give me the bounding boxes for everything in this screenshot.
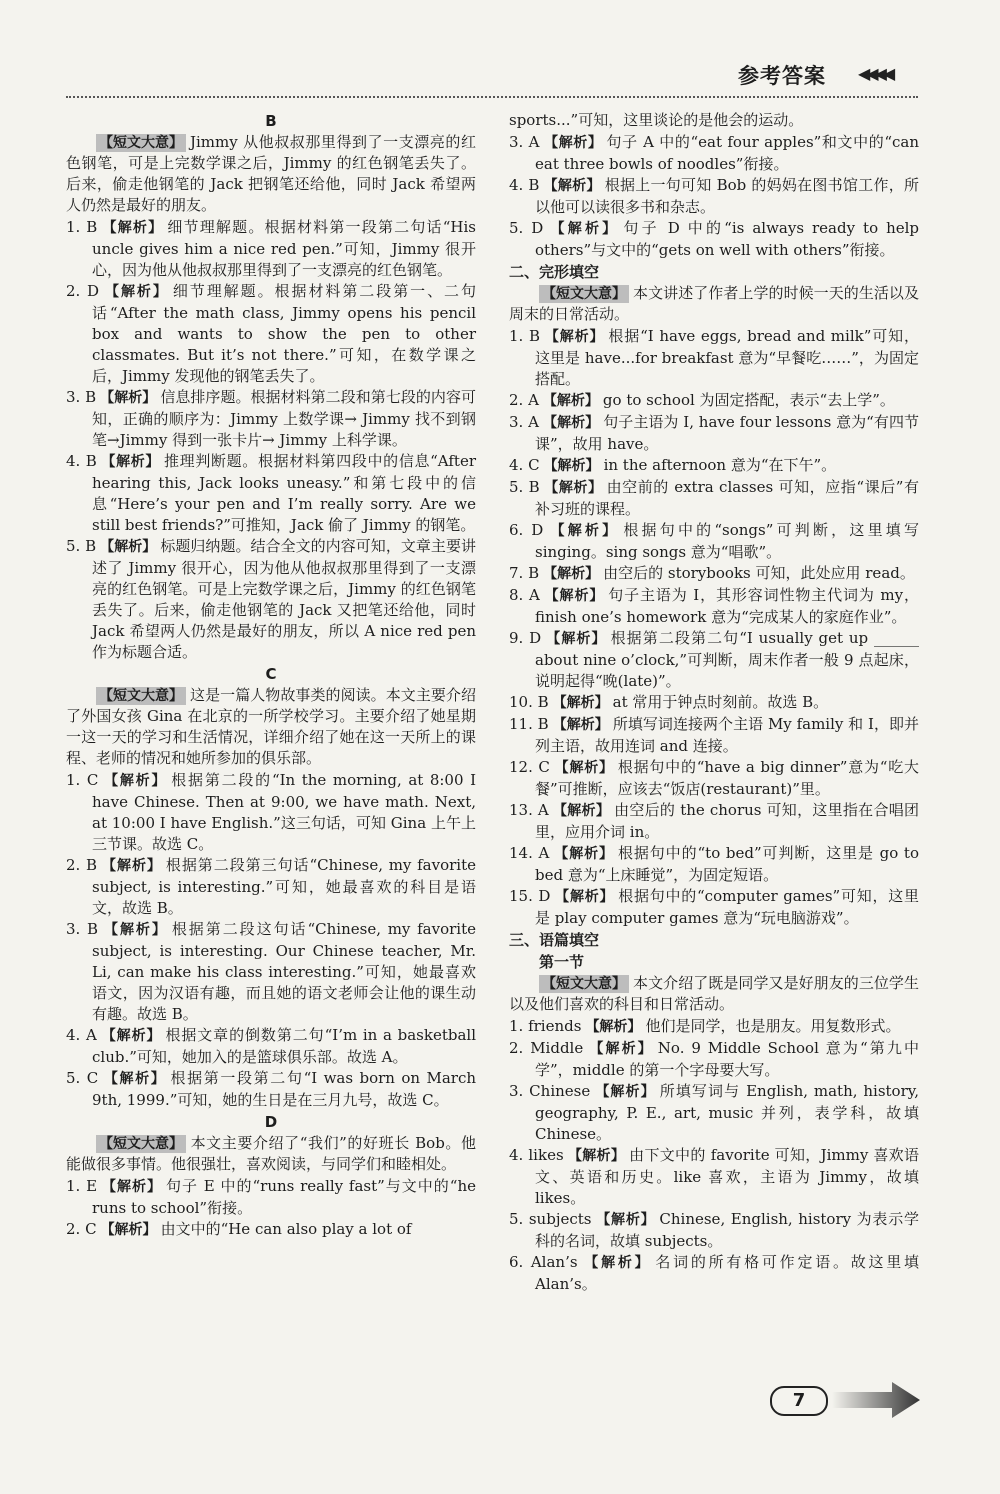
answer-number: 12. C <box>509 758 550 776</box>
answer-item <box>509 412 919 455</box>
answer-item <box>66 536 476 663</box>
answer-number: 13. A <box>509 801 549 819</box>
analysis-tag: 【解析】 <box>100 1222 157 1238</box>
answer-explanation: 推理判断题。根据材料第四段中的信息“After hearing this, Jack looks uneasy.”和第七段中的信息“Here’s your pen and I’m really sorry. Are we still best friends?”可推知，Jack 偷了 Jimmy 的钢笔。 <box>92 452 476 534</box>
answer-number: 2. D <box>66 282 100 300</box>
header-divider <box>66 96 918 98</box>
answer-explanation: 根据文章的倒数第二句“I’m in a basketball club.”可知，她加入的是篮球俱乐部。故选 A。 <box>92 1026 477 1066</box>
analysis-tag: 【解析】 <box>100 454 161 470</box>
answer-explanation: 所填写词与 English, math, history, geography, P. E., art, music 并列，表学科，故填 Chinese。 <box>535 1082 920 1143</box>
analysis-tag: 【解析】 <box>543 458 600 474</box>
part2-heading: 二、完形填空 <box>509 263 600 281</box>
analysis-tag: 【解析】 <box>587 1041 654 1057</box>
answer-item <box>66 770 476 855</box>
answer-item <box>509 390 919 412</box>
answer-explanation: 句子 A 中的“eat four apples”和文中的“can eat three bowls of noodles”衔接。 <box>535 133 919 173</box>
answer-explanation: 根据句中的“to bed”可判断，这里是 go to bed 意为“上床睡觉”，为固定短语。 <box>535 844 919 884</box>
answer-number: 6. D <box>509 521 544 539</box>
answer-explanation: 由下文中的 favorite 可知，Jimmy 喜欢语文、英语和历史。like 喜欢，主语为 Jimmy，故填 likes。 <box>535 1146 919 1207</box>
section-d-letter: D <box>264 1113 278 1131</box>
section-d-items-cont <box>509 132 919 261</box>
answer-explanation: Chinese, English, history 为表示学科的名词，故填 subjects。 <box>535 1210 919 1250</box>
answer-number: 1. B <box>66 218 98 236</box>
analysis-tag: 【解析】 <box>543 329 605 345</box>
answer-number: 3. B <box>66 920 99 938</box>
answer-item <box>509 1038 919 1081</box>
answer-item <box>509 455 919 477</box>
answer-number: 1. E <box>66 1177 98 1195</box>
section-b-items <box>66 217 476 663</box>
answer-item <box>509 1209 919 1252</box>
answer-explanation: 由空前的 extra classes 可知，应指“课后”有补习班的课程。 <box>535 478 920 518</box>
section-b-summary <box>66 132 476 216</box>
analysis-tag: 【解析】 <box>552 803 611 819</box>
answer-item <box>66 855 476 919</box>
answer-item <box>509 132 919 175</box>
section-c-letter: C <box>265 665 277 683</box>
analysis-tag: 【解析】 <box>554 889 615 905</box>
answer-number: 9. D <box>509 629 542 647</box>
answer-explanation: 根据句中的“songs”可判断，这里填写 singing。sing songs 意为“唱歌”。 <box>535 521 919 561</box>
answer-explanation: 句子 D 中的“is always ready to help others”与文中的“gets on well with others”衔接。 <box>535 219 920 259</box>
summary-text: 本文主要介绍了“我们”的好班长 Bob。他能做很多事情。他很强壮，喜欢阅读，与同学们和睦相处。 <box>66 1134 476 1173</box>
answer-number: 15. D <box>509 887 551 905</box>
answer-item <box>66 217 476 281</box>
answer-number: 5. B <box>66 537 97 555</box>
part3-summary <box>509 973 919 1015</box>
section-b-letter: B <box>265 112 277 130</box>
answer-item <box>509 843 919 886</box>
answer-explanation: in the afternoon 意为“在下午”。 <box>603 456 837 474</box>
continuation-text: sports...”可知，这里谈论的是他会的运动。 <box>509 111 804 129</box>
answer-item <box>509 692 919 714</box>
answer-item <box>66 451 476 536</box>
analysis-tag: 【解析】 <box>553 846 614 862</box>
summary-text: Jimmy 从他叔叔那里得到了一支漂亮的红色钢笔，可是上完数学课之后，Jimmy 的红色钢笔丢失了。后来，偷走他钢笔的 Jack 把钢笔还给他，同时 Jack 希望两人仍然是最好的朋友。 <box>66 133 476 214</box>
answer-explanation: 根据句中的“computer games”可知，这里是 play computer games 意为“玩电脑游戏”。 <box>535 887 920 927</box>
analysis-tag: 【解析】 <box>552 695 609 711</box>
part3-items <box>509 1016 919 1295</box>
analysis-tag: 【解析】 <box>101 220 164 236</box>
answer-explanation: 所填写词连接两个主语 My family 和 I，即并列主语，故用连词 and 连接。 <box>535 715 920 755</box>
answer-explanation: 句子主语为 I，其形容词性物主代词为 my，finish one’s homework 意为“完成某人的家庭作业”。 <box>535 586 919 626</box>
analysis-tag: 【解析】 <box>543 480 603 496</box>
section-c-summary <box>66 685 476 769</box>
answer-item <box>66 1025 476 1068</box>
answer-item <box>509 886 919 929</box>
analysis-tag: 【解析】 <box>547 523 620 539</box>
answer-explanation: 根据上一句可知 Bob 的妈妈在图书馆工作，所以他可以读很多书和杂志。 <box>535 176 919 216</box>
answer-explanation: 句子 E 中的“runs really fast”与文中的“he runs to school”衔接。 <box>92 1177 476 1217</box>
answer-explanation: 他们是同学，也是朋友。用复数形式。 <box>645 1017 901 1035</box>
answer-explanation: 由文中的“He can also play a lot of <box>160 1220 412 1238</box>
summary-text: 本文讲述了作者上学的时候一天的生活以及周末的日常活动。 <box>509 284 919 323</box>
answer-explanation: No. 9 Middle School 意为“第九中学”，middle 的第一个字母要大写。 <box>535 1039 919 1079</box>
answer-number: 3. Chinese <box>509 1082 591 1100</box>
answer-item <box>509 1145 919 1209</box>
summary-tag: 【短文大意】 <box>96 134 186 152</box>
analysis-tag: 【解析】 <box>543 588 605 604</box>
answer-explanation: 信息排序题。根据材料第二段和第七段的内容可知，正确的顺序为：Jimmy 上数学课→ Jimmy 找不到钢笔→Jimmy 得到一张卡片→ Jimmy 上科学课。 <box>92 388 476 449</box>
answer-number: 11. B <box>509 715 549 733</box>
answer-explanation: go to school 为固定搭配，表示“去上学”。 <box>602 391 895 409</box>
answer-item <box>509 175 919 218</box>
analysis-tag: 【解析】 <box>102 773 168 789</box>
answer-number: 6. Alan’s <box>509 1253 578 1271</box>
answer-number: 1. friends <box>509 1017 582 1035</box>
answer-item <box>66 919 476 1025</box>
analysis-tag: 【解析】 <box>542 393 599 409</box>
analysis-tag: 【解析】 <box>102 1071 167 1087</box>
answer-number: 4. B <box>509 176 540 194</box>
answer-item <box>509 218 919 261</box>
answer-item <box>509 1081 919 1145</box>
answer-item <box>509 800 919 843</box>
analysis-tag: 【解析】 <box>100 1028 162 1044</box>
analysis-tag: 【解析】 <box>543 178 601 194</box>
answer-number: 2. A <box>509 391 539 409</box>
answer-item <box>66 281 476 387</box>
summary-text: 这是一篇人物故事类的阅读。本文主要介绍了外国女孩 Gina 在北京的一所学校学习。主要介绍了她星期一这一天的学习和生活情况，详细介绍了她在这一天所上的课程、老师的情况和她所参加的俱乐部。 <box>66 686 476 767</box>
answer-number: 3. A <box>509 413 539 431</box>
answer-item <box>66 1219 476 1241</box>
left-column <box>66 110 476 1241</box>
answer-number: 2. B <box>66 856 98 874</box>
analysis-tag: 【解析】 <box>594 1084 656 1100</box>
answer-item <box>509 1016 919 1038</box>
answer-number: 5. D <box>509 219 544 237</box>
section-c-items <box>66 770 476 1111</box>
answer-number: 7. B <box>509 564 540 582</box>
analysis-tag: 【解析】 <box>101 1179 163 1195</box>
answer-explanation: 根据第一段第二句“I was born on March 9th, 1999.”可知，她的生日是在三月九号，故选 C。 <box>92 1069 477 1109</box>
summary-tag: 【短文大意】 <box>539 975 629 993</box>
answer-explanation: 根据句中的“have a big dinner”意为“吃大餐”可推断，应该去“饭店(restaurant)”里。 <box>535 758 920 798</box>
answer-number: 3. A <box>509 133 540 151</box>
answer-explanation: 根据第二段这句话“Chinese, my favorite subject, is interesting. Our Chinese teacher, Mr. Li, can make his class interesting.”可知，她最喜欢语文，因为汉语有趣，而且她的语文老师会让他的课生动有趣。故选 B。 <box>92 920 476 1023</box>
analysis-tag: 【解析】 <box>581 1255 652 1271</box>
answer-item <box>66 387 476 451</box>
answer-number: 4. likes <box>509 1146 564 1164</box>
summary-tag: 【短文大意】 <box>539 285 629 303</box>
summary-text: 本文介绍了既是同学又是好朋友的三位学生以及他们喜欢的科目和日常活动。 <box>509 974 919 1013</box>
answer-explanation: 细节理解题。根据材料第一段第二句话“His uncle gives him a nice red pen.”可知，Jimmy 很开心，因为他从他叔叔那里得到了一支漂亮的红色钢笔。 <box>92 218 477 279</box>
answer-item <box>66 1176 476 1219</box>
answer-explanation: 句子主语为 I, have four lessons 意为“有四节课”，故用 have。 <box>535 413 919 453</box>
answer-number: 1. B <box>509 327 540 345</box>
page-number: 7 <box>770 1386 828 1416</box>
answer-explanation: 由空后的 the chorus 可知，这里指在合唱团里，应用介词 in。 <box>535 801 919 841</box>
summary-tag: 【短文大意】 <box>96 1135 186 1153</box>
answer-item <box>509 585 919 628</box>
answer-item <box>509 563 919 585</box>
right-column <box>509 110 919 1295</box>
answer-item <box>66 1068 476 1111</box>
part3-subheading: 第一节 <box>539 953 585 971</box>
header-title: 参考答案 <box>738 64 826 88</box>
section-d-items <box>66 1176 476 1241</box>
answer-explanation: 标题归纳题。结合全文的内容可知，文章主要讲述了 Jimmy 很开心，因为他从他叔叔那里得到了一支漂亮的红色钢笔。可是上完数学课之后，Jimmy 的红色钢笔丢失了。后来，偷走他钢笔的 Jack 又把笔还给他，同时 Jack 希望两人仍然是最好的朋友，所以 A nice red pen 作为标题合适。 <box>92 537 476 661</box>
answer-explanation: 根据第二段第二句“I usually get up ______ about nine o’clock,”可判断，周末作者一般 9 点起床，说明起得“晚(late)”。 <box>535 629 920 690</box>
answer-explanation: 根据第二段第三句话“Chinese, my favorite subject, is interesting.”可知，她最喜欢的科目是语文，故选 B。 <box>92 856 476 917</box>
analysis-tag: 【解析】 <box>547 221 620 237</box>
answer-number: 4. A <box>66 1026 97 1044</box>
answer-item <box>509 520 919 563</box>
answer-number: 2. C <box>66 1220 97 1238</box>
analysis-tag: 【解析】 <box>100 539 157 555</box>
analysis-tag: 【解析】 <box>543 135 603 151</box>
answer-number: 8. A <box>509 586 540 604</box>
analysis-tag: 【解析】 <box>542 415 600 431</box>
answer-number: 1. C <box>66 771 99 789</box>
answer-number: 5. C <box>66 1069 99 1087</box>
analysis-tag: 【解析】 <box>103 284 169 300</box>
section-d-summary <box>66 1133 476 1175</box>
analysis-tag: 【解析】 <box>545 631 607 647</box>
answer-item <box>509 1252 919 1295</box>
answer-item <box>509 477 919 520</box>
answer-explanation: 名词的所有格可作定语。故这里填 Alan’s。 <box>535 1253 920 1293</box>
answer-explanation: at 常用于钟点时刻前。故选 B。 <box>612 693 829 711</box>
answer-item <box>509 714 919 757</box>
answer-number: 14. A <box>509 844 550 862</box>
answer-explanation: 由空后的 storybooks 可知，此处应用 read。 <box>603 564 915 582</box>
part3-heading: 三、语篇填空 <box>509 931 600 949</box>
answer-number: 5. B <box>509 478 540 496</box>
answer-explanation: 细节理解题。根据材料第二段第一、二句话“After the math class, Jimmy opens his pencil box and wants to show the pen to other classmates. But it’s not there.”可知，在数学课之后，Jimmy 发现他的钢笔丢失了。 <box>92 282 476 385</box>
answer-item <box>509 628 919 692</box>
analysis-tag: 【解析】 <box>102 922 168 938</box>
analysis-tag: 【解析】 <box>552 717 609 733</box>
part2-items <box>509 326 919 929</box>
answer-number: 4. B <box>66 452 97 470</box>
analysis-tag: 【解析】 <box>100 390 157 406</box>
part2-summary <box>509 283 919 325</box>
analysis-tag: 【解析】 <box>101 858 162 874</box>
answer-number: 2. Middle <box>509 1039 584 1057</box>
summary-tag: 【短文大意】 <box>96 687 186 705</box>
analysis-tag: 【解析】 <box>595 1212 656 1228</box>
analysis-tag: 【解析】 <box>553 760 614 776</box>
answer-number: 3. B <box>66 388 97 406</box>
analysis-tag: 【解析】 <box>585 1019 642 1035</box>
answer-number: 5. subjects <box>509 1210 592 1228</box>
analysis-tag: 【解析】 <box>567 1148 626 1164</box>
arrow-right-icon <box>832 1380 920 1420</box>
answer-explanation: 根据第二段的“In the morning, at 8:00 I have Chinese. Then at 9:00, we have math. Next, at 10:00 I have English.”这三句话，可知 Gina 上午上三节课。故选 C。 <box>92 771 476 853</box>
answer-explanation: 根据“I have eggs, bread and milk”可知，这里是 have...for breakfast 意为“早餐吃……”，为固定搭配。 <box>535 327 920 388</box>
answer-item <box>509 757 919 800</box>
answer-number: 4. C <box>509 456 540 474</box>
answer-item <box>509 326 919 390</box>
answer-number: 10. B <box>509 693 549 711</box>
header-arrows-icon: ◀◀◀◀ <box>858 64 892 83</box>
page-header <box>0 0 1000 110</box>
analysis-tag: 【解析】 <box>543 566 600 582</box>
